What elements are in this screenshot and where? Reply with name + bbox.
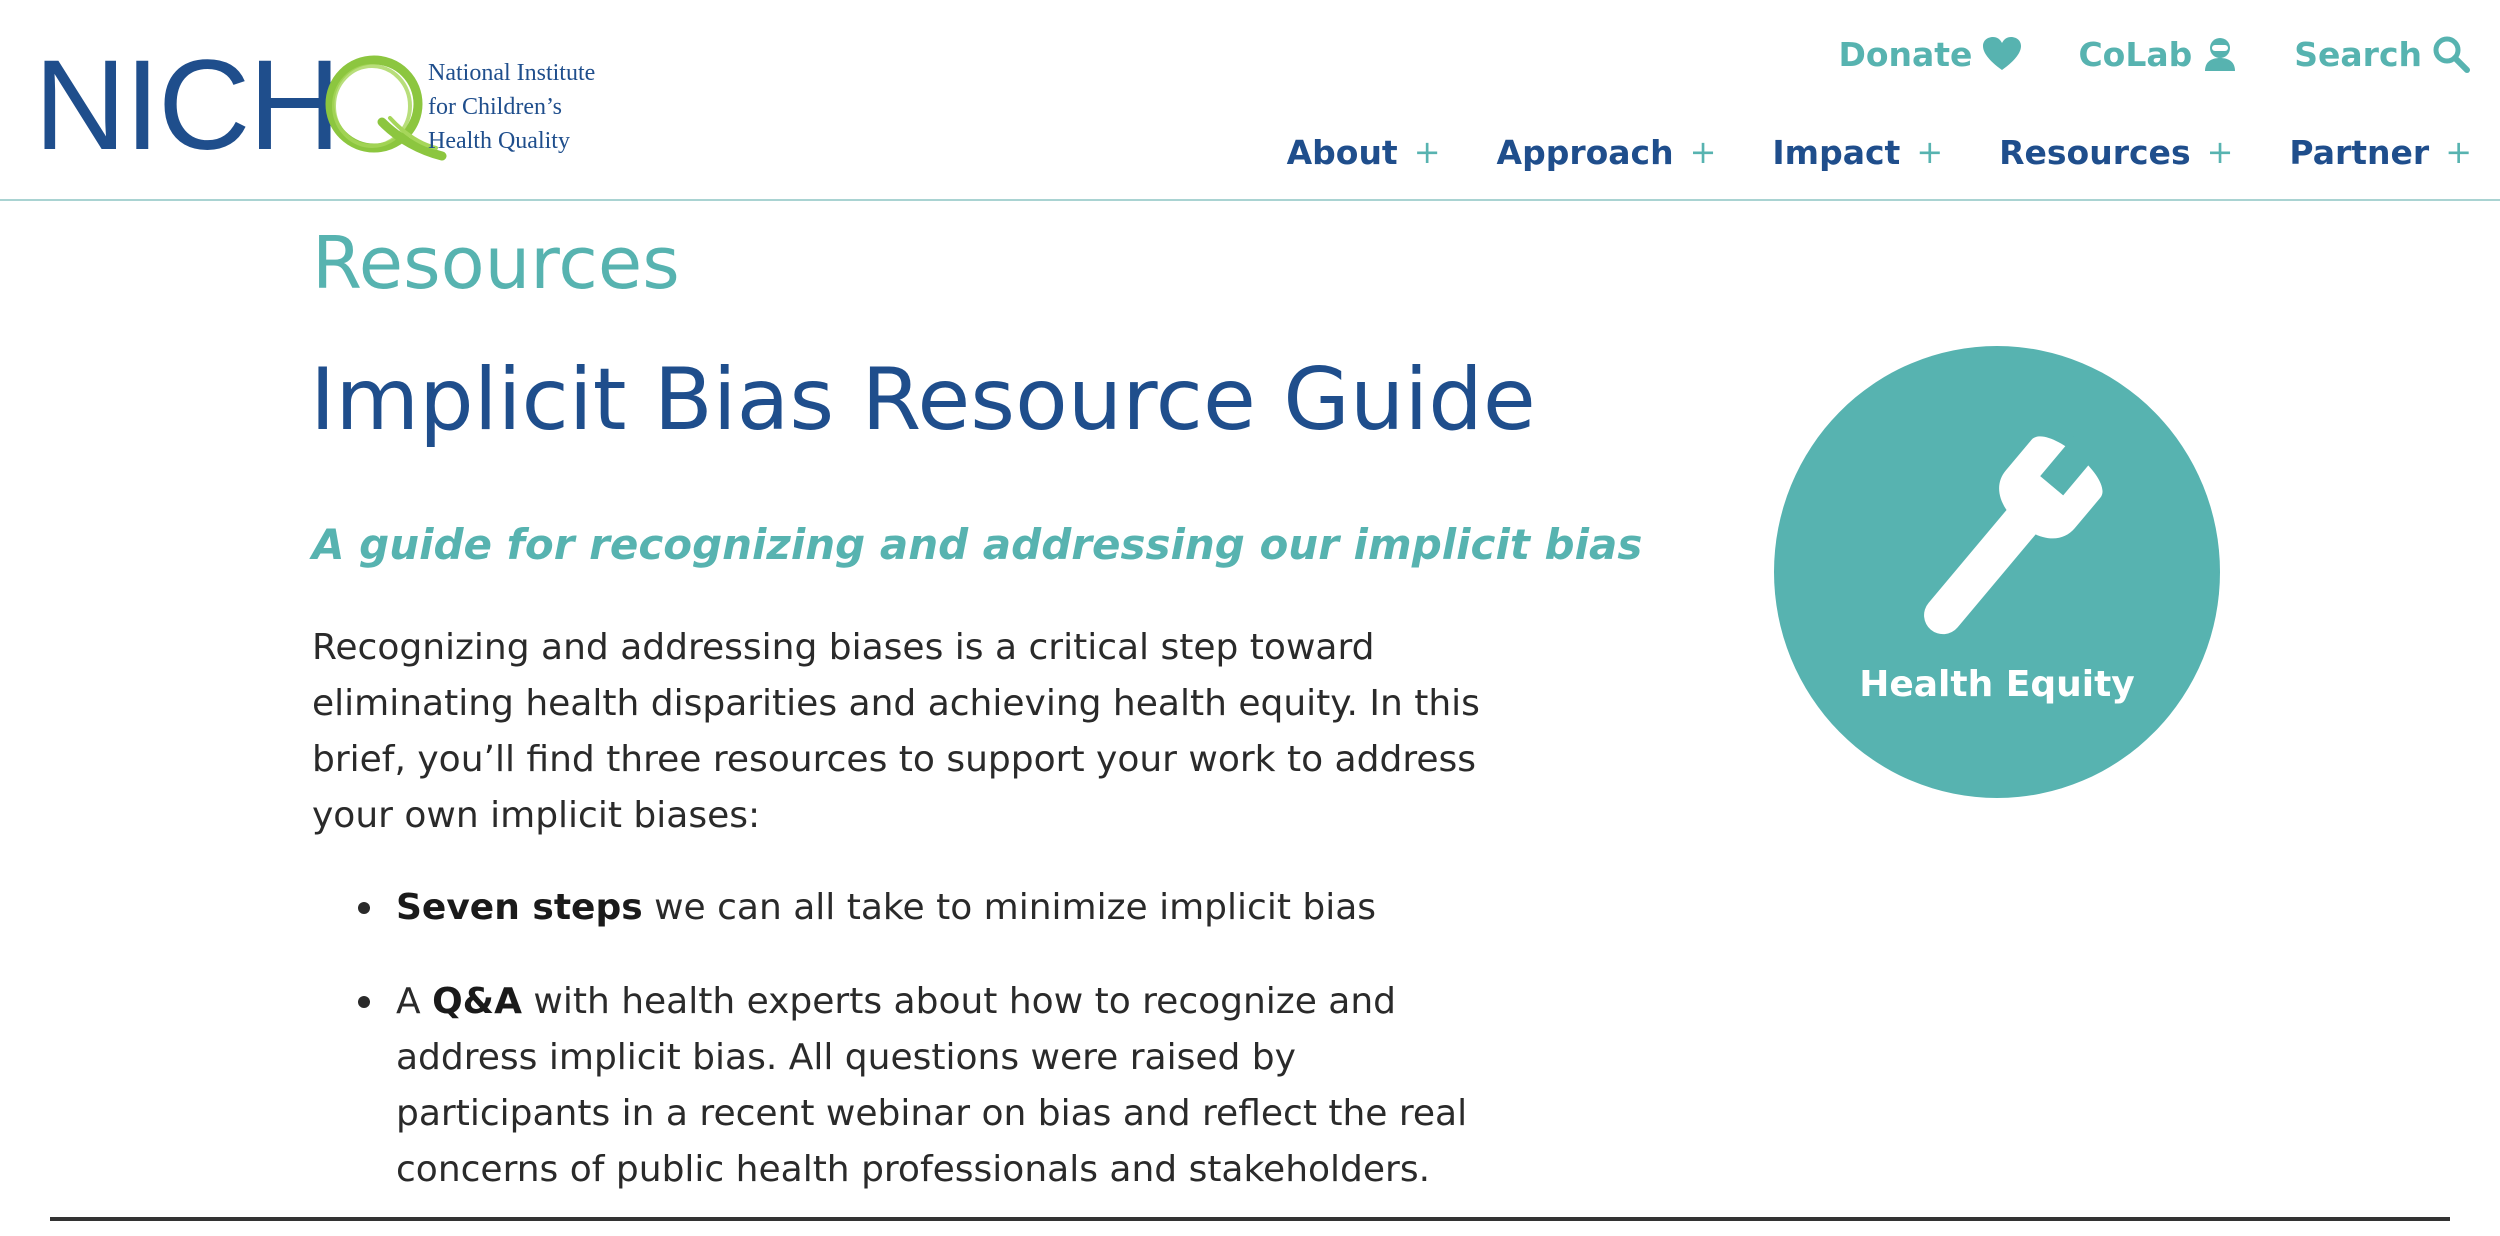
list-item: Seven steps we can all take to minimize implicit bias bbox=[340, 880, 1520, 936]
page-subtitle: A guide for recognizing and addressing our implicit bias bbox=[312, 520, 1643, 569]
nav-item-about[interactable]: About + bbox=[1286, 132, 1441, 172]
health-equity-badge bbox=[1774, 346, 2220, 798]
utility-nav bbox=[1782, 24, 2470, 84]
logo-tagline: National Institute for Children’s Health Quality bbox=[428, 60, 596, 154]
plus-icon[interactable]: + bbox=[1413, 133, 1441, 171]
nav-item-approach[interactable]: Approach + bbox=[1496, 132, 1717, 172]
nichq-logo[interactable] bbox=[34, 34, 634, 177]
donate-link[interactable]: Donate bbox=[1838, 35, 2022, 74]
heart-icon bbox=[1982, 36, 2022, 72]
wrench-icon bbox=[1894, 426, 2114, 656]
site-header bbox=[0, 0, 2500, 201]
divider bbox=[50, 1217, 2450, 1221]
list-item: A Q&A with health experts about how to recognize and address implicit bias. All questions were raised by participants in a recent webinar on bias and reflect the real concerns of public health professionals and stakeholders. bbox=[340, 974, 1520, 1198]
section-label[interactable]: Resources bbox=[312, 221, 680, 305]
search-link[interactable]: Search bbox=[2294, 35, 2470, 74]
nav-item-resources[interactable]: Resources + bbox=[1999, 132, 2234, 172]
plus-icon[interactable]: + bbox=[2206, 133, 2234, 171]
user-icon bbox=[2202, 36, 2238, 72]
badge-label: Health Equity bbox=[1859, 664, 2135, 705]
intro-paragraph: Recognizing and addressing biases is a critical step toward eliminating health disparities and achieving health equity. In this brief, you’ll find three resources to support your work to address your own implicit biases: bbox=[312, 627, 1480, 836]
nav-item-impact[interactable]: Impact + bbox=[1772, 132, 1944, 172]
nav-item-partner[interactable]: Partner + bbox=[2289, 132, 2472, 172]
logo-wordmark: NICH bbox=[34, 34, 339, 177]
search-icon bbox=[2432, 35, 2470, 73]
page-title: Implicit Bias Resource Guide bbox=[310, 350, 1536, 450]
plus-icon[interactable]: + bbox=[1689, 133, 1717, 171]
plus-icon[interactable]: + bbox=[1916, 133, 1944, 171]
plus-icon[interactable]: + bbox=[2445, 133, 2472, 171]
resource-list bbox=[340, 880, 1520, 1236]
main-nav bbox=[1231, 126, 2472, 178]
colab-link[interactable]: CoLab bbox=[2078, 35, 2238, 74]
